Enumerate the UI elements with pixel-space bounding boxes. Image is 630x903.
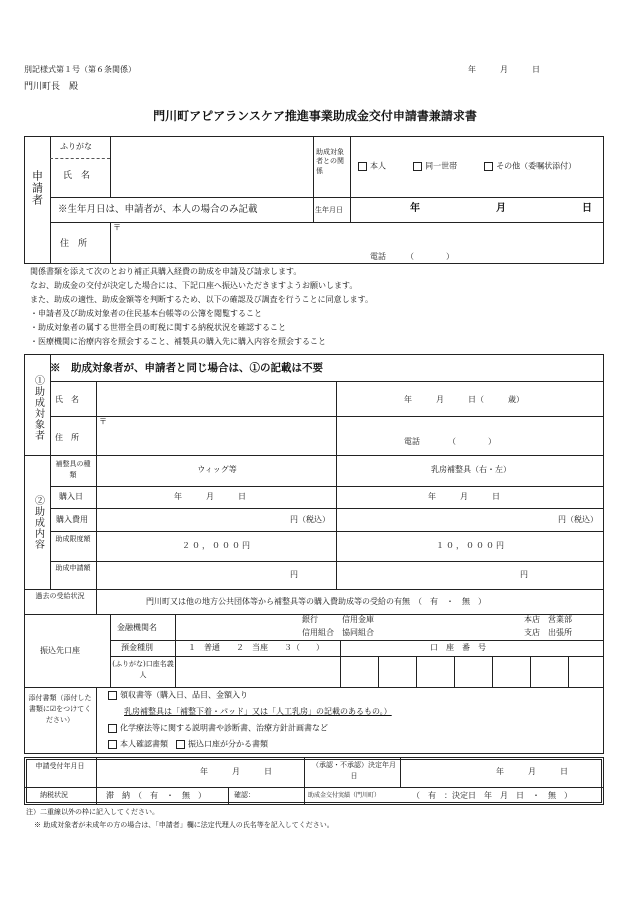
header-date: 年 月 日 — [468, 65, 540, 74]
applicant-address-input[interactable] — [112, 224, 600, 262]
relation-self-checkbox[interactable] — [358, 162, 367, 171]
bank-section-label: 振込先口座 — [40, 646, 80, 655]
subject-note: ※ 助成対象者が、申請者と同じ場合は、①の記載は不要 — [50, 362, 323, 374]
relation-other-checkbox[interactable] — [484, 162, 493, 171]
wig-limit: ２０，０００円 — [182, 541, 252, 550]
past-label: 過去の受給状況 — [35, 592, 85, 600]
decision-label: （承認・不承認）決定年月日 — [312, 761, 396, 781]
applicant-section-label: 申請者 — [30, 170, 44, 206]
deposit-label: 預金種別 — [121, 643, 153, 652]
decision-date: 年 月 日 — [496, 767, 568, 776]
request-label: 助成申請額 — [55, 564, 91, 572]
birth-year: 年 — [410, 203, 420, 214]
birth-label: 生年月日 — [315, 206, 343, 214]
limit-label: 助成限度額 — [55, 535, 91, 543]
bank-types2: 信用組合 協同組合 — [302, 628, 374, 637]
institution-label: 金融機関名 — [117, 623, 157, 632]
subject-postal-mark: 〒 — [99, 417, 107, 426]
branch-types2: 支店 出張所 — [524, 628, 572, 637]
subject-address-label: 住 所 — [55, 433, 79, 442]
consent-line-1: 関係書類を添えて次のとおり補正具購入経費の助成を申請及び請求します。 — [30, 267, 302, 276]
wig-request: 円 — [290, 570, 298, 579]
tax-label: 納税状況 — [40, 791, 68, 799]
holder-name-input[interactable] — [177, 658, 337, 685]
applicant-furigana-input[interactable] — [112, 140, 310, 156]
attachment-id: 本人確認書類 振込口座が分かる書類 — [108, 740, 268, 749]
form-code: 別記様式第１号（第６条関係） — [24, 65, 136, 74]
relation-options: 本人 同一世帯 その他（委嘱状添付） — [358, 162, 576, 171]
receipt-label: 申請受付年月日 — [35, 762, 85, 770]
consent-line-3: また、助成の適性、助成金額等を判断するため、以下の確認及び調査を行うことに同意します。 — [30, 295, 374, 304]
addressee: 門川町長 殿 — [24, 82, 79, 92]
cost-label: 購入費用 — [56, 515, 88, 524]
wig-label: ウィッグ等 — [197, 465, 237, 474]
birth-note: ※生年月日は、申請者が、本人の場合のみ記載 — [58, 204, 258, 215]
applicant-postal-mark: 〒 — [113, 223, 121, 232]
tax-value: 滞 納 （ 有 ・ 無 ） — [106, 791, 206, 800]
breast-limit: １０，０００円 — [436, 541, 506, 550]
subject-name-input[interactable] — [98, 383, 334, 414]
attachment-receipt-note: 乳房補整具は「補整下着・パッド」又は「人工乳房」の記載のあるもの。） — [124, 707, 392, 716]
attachment-medical-checkbox[interactable] — [108, 724, 117, 733]
breast-purchase-date: 年 月 日 — [428, 492, 500, 501]
confirm-label: 確認： — [234, 791, 255, 799]
past-record-label: 助成金交付実績（門川町） — [308, 792, 381, 799]
breast-cost: 円（税込） — [558, 515, 598, 524]
type-label: 補整具の種 類 — [55, 460, 98, 479]
content-section-label: ②助成内容 — [32, 495, 44, 550]
wig-cost: 円（税込） — [290, 515, 330, 524]
attachment-id-checkbox[interactable] — [108, 740, 117, 749]
holder-label: (ふりがな)口座名義人 — [112, 660, 174, 680]
consent-line-5: ・助成対象者の属する世帯全員の町税に関する納税状況を確認すること — [30, 323, 286, 332]
applicant-phone: 電話 （ ） — [370, 252, 454, 261]
attachment-medical: 化学療法等に関する説明書や診断書、治療方針計画書など — [108, 724, 328, 733]
attachments-label: 添付書類（添付した書類に☑をつけてください） — [28, 694, 92, 724]
furigana-label: ふりがな — [60, 142, 92, 151]
subject-phone: 電話 （ ） — [404, 437, 496, 446]
past-record-value: （ 有 ：決定日 年 月 日 ・ 無 ） — [412, 791, 572, 800]
breast-request: 円 — [520, 570, 528, 579]
account-number-input[interactable] — [342, 658, 602, 685]
purchase-date-label: 購入日 — [59, 492, 83, 501]
attachment-receipt-checkbox[interactable] — [108, 691, 117, 700]
breast-label: 乳房補整具（右・左） — [431, 465, 511, 474]
deposit-options: １ 普通 ２ 当座 ３（ ） — [188, 643, 324, 652]
applicant-name-label: 氏 名 — [63, 171, 91, 181]
birth-month: 月 — [496, 203, 506, 214]
applicant-address-label: 住 所 — [60, 239, 88, 249]
wig-purchase-date: 年 月 日 — [174, 492, 246, 501]
footnote-1: 注）二重線以外の枠に記入してください。 — [26, 808, 159, 816]
subject-address-input[interactable] — [98, 418, 602, 453]
branch-name-input[interactable] — [400, 616, 512, 638]
applicant-name-input[interactable] — [112, 160, 310, 195]
page-title: 門川町アピアランスケア推進事業助成金交付申請書兼請求書 — [153, 109, 477, 123]
subject-section-label: ①助成対象者 — [32, 375, 44, 441]
birth-day: 日 — [582, 203, 592, 214]
bank-name-input[interactable] — [177, 616, 297, 638]
subject-birth: 年 月 日（ 歳） — [404, 395, 524, 404]
footnote-2: ※ 助成対象者が未成年の方の場合は、「申請者」欄に法定代理人の氏名等を記入してください。 — [34, 821, 334, 829]
receipt-date: 年 月 日 — [200, 767, 272, 776]
account-number-label: 口 座 番 号 — [430, 643, 486, 652]
bank-types: 銀行 信用金庫 — [302, 615, 374, 624]
attachment-receipt: 領収書等（購入日、品目、金額入り — [108, 691, 248, 700]
consent-line-4: ・申請者及び助成対象者の住民基本台帳等の公簿を閲覧すること — [30, 309, 262, 318]
relation-household-checkbox[interactable] — [413, 162, 422, 171]
consent-line-2: なお、助成金の交付が決定した場合には、下記口座へ振込いただきますようお願いします。 — [30, 281, 358, 290]
past-text: 門川町又は他の地方公共団体等から補整具等の購入費助成等の受給の有無 （ 有 ・ 無 ） — [146, 597, 486, 606]
branch-types: 本店 営業部 — [524, 615, 572, 624]
attachment-bank-checkbox[interactable] — [176, 740, 185, 749]
consent-line-6: ・医療機関に治療内容を照会すること、補製具の購入先に購入内容を照会すること — [30, 337, 326, 346]
relation-label: 助成対象者との関係 — [316, 148, 344, 175]
subject-name-label: 氏 名 — [55, 395, 79, 404]
